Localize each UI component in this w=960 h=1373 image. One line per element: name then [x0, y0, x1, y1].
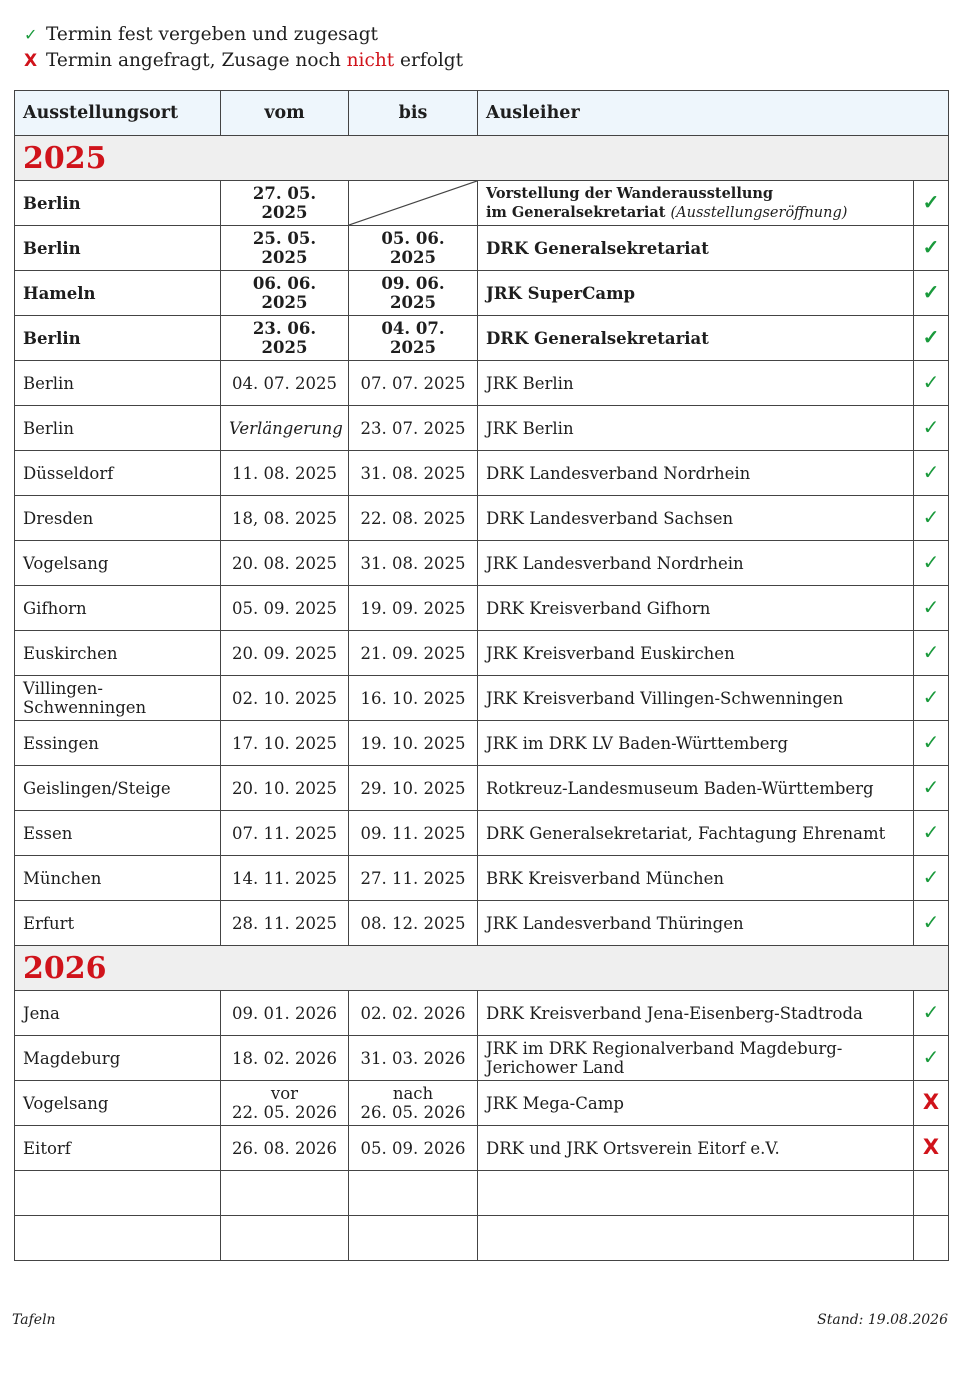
header-vom: vom — [221, 91, 349, 136]
cell-status — [914, 1036, 949, 1081]
cell-bis: 05. 09. 2026 — [349, 1126, 478, 1171]
table-row — [15, 451, 949, 496]
cross-icon: X — [24, 51, 38, 71]
cell-bis: 22. 08. 2025 — [349, 496, 478, 541]
check-icon: ✓ — [24, 25, 38, 44]
cell-vom: 20. 08. 2025 — [221, 541, 349, 586]
cell-ort: Geislingen/Steige — [15, 766, 221, 811]
cell-status — [914, 766, 949, 811]
cell-vom: 17. 10. 2025 — [221, 721, 349, 766]
cross-icon: X — [922, 1135, 940, 1159]
check-icon: ✓ — [922, 235, 940, 259]
cell-ausleiher: BRK Kreisverband München — [478, 856, 914, 901]
check-icon: ✓ — [922, 865, 940, 889]
cell-bis: 31. 03. 2026 — [349, 1036, 478, 1081]
cell-ort: Villingen- Schwenningen — [15, 676, 221, 721]
cell-ausleiher: JRK Berlin — [478, 361, 914, 406]
table-row — [15, 811, 949, 856]
cell-ausleiher: JRK Berlin — [478, 406, 914, 451]
cell-ausleiher: JRK Kreisverband Euskirchen — [478, 631, 914, 676]
cell-vom: 26. 08. 2026 — [221, 1126, 349, 1171]
cell-ausleiher: JRK Mega-Camp — [478, 1081, 914, 1126]
cell-vom: 20. 09. 2025 — [221, 631, 349, 676]
header-bis: bis — [349, 91, 478, 136]
cell-ausleiher: Vorstellung der Wanderausstellung im Generalsekretariat (Ausstellungseröffnung) — [478, 181, 914, 226]
year-label: 2026 — [15, 946, 949, 991]
cell-status — [914, 406, 949, 451]
cell-status — [914, 811, 949, 856]
cell-bis: 02. 02. 2026 — [349, 991, 478, 1036]
table-row — [15, 631, 949, 676]
cell-vom: 02. 10. 2025 — [221, 676, 349, 721]
cell-ort: Berlin — [15, 226, 221, 271]
check-icon: ✓ — [922, 640, 940, 664]
table-row — [15, 1081, 949, 1126]
cell-ort: Essen — [15, 811, 221, 856]
check-icon: ✓ — [922, 505, 940, 529]
table-row — [15, 271, 949, 316]
legend-confirmed-text: Termin fest vergeben und zugesagt — [46, 24, 378, 45]
table-row — [15, 181, 949, 226]
cell-status — [914, 721, 949, 766]
legend-pending — [24, 48, 463, 74]
cell-bis: 16. 10. 2025 — [349, 676, 478, 721]
cell-bis: 21. 09. 2025 — [349, 631, 478, 676]
cell-ort: Eitorf — [15, 1126, 221, 1171]
cell-ausleiher: DRK Generalsekretariat — [478, 226, 914, 271]
cell-vom: 25. 05. 2025 — [221, 226, 349, 271]
cell-vom: 14. 11. 2025 — [221, 856, 349, 901]
cell-ausleiher: JRK im DRK Regionalverband Magdeburg- Jerichower Land — [478, 1036, 914, 1081]
cell-ausleiher: DRK Kreisverband Gifhorn — [478, 586, 914, 631]
cell-bis: 23. 07. 2025 — [349, 406, 478, 451]
cell-vom: 28. 11. 2025 — [221, 901, 349, 946]
check-icon: ✓ — [922, 190, 940, 214]
table-row — [15, 766, 949, 811]
header-ort: Ausstellungsort — [15, 91, 221, 136]
cell-vom: vor 22. 05. 2026 — [221, 1081, 349, 1126]
check-icon: ✓ — [922, 595, 940, 619]
cell-ort: Essingen — [15, 721, 221, 766]
year-row-2026 — [15, 946, 949, 991]
cell-ort: Erfurt — [15, 901, 221, 946]
check-icon: ✓ — [922, 460, 940, 484]
check-icon: ✓ — [922, 820, 940, 844]
cell-ort: Gifhorn — [15, 586, 221, 631]
check-icon: ✓ — [922, 1045, 940, 1069]
cell-ausleiher: DRK Landesverband Nordrhein — [478, 451, 914, 496]
check-icon: ✓ — [922, 685, 940, 709]
year-row-2025 — [15, 136, 949, 181]
cell-status — [914, 856, 949, 901]
check-icon: ✓ — [922, 280, 940, 304]
diagonal-line — [349, 181, 477, 225]
cell-ort: Berlin — [15, 406, 221, 451]
cell-status — [914, 1081, 949, 1126]
cell-ort: Hameln — [15, 271, 221, 316]
cell-ort: Berlin — [15, 361, 221, 406]
check-icon: ✓ — [922, 730, 940, 754]
cell-status — [914, 541, 949, 586]
cell-vom: Verlängerung — [221, 406, 349, 451]
cell-bis-empty — [349, 181, 478, 226]
cell-bis: 19. 09. 2025 — [349, 586, 478, 631]
cell-vom: 09. 01. 2026 — [221, 991, 349, 1036]
cell-ort: Magdeburg — [15, 1036, 221, 1081]
cell-status — [914, 496, 949, 541]
cell-bis: 09. 06. 2025 — [349, 271, 478, 316]
footer-right: Stand: 19.08.2026 — [817, 1312, 948, 1328]
table-row — [15, 361, 949, 406]
legend-pending-text: Termin angefragt, Zusage noch nicht erfolgt — [46, 50, 464, 71]
check-icon: ✓ — [922, 550, 940, 574]
cell-bis: 08. 12. 2025 — [349, 901, 478, 946]
legend — [24, 22, 463, 74]
table-row — [15, 496, 949, 541]
cell-status — [914, 271, 949, 316]
cell-ausleiher: DRK Kreisverband Jena-Eisenberg-Stadtroda — [478, 991, 914, 1036]
check-icon: ✓ — [922, 325, 940, 349]
check-icon: ✓ — [922, 775, 940, 799]
cell-vom: 18, 08. 2025 — [221, 496, 349, 541]
cell-status — [914, 181, 949, 226]
cell-ort: Dresden — [15, 496, 221, 541]
cell-bis: 29. 10. 2025 — [349, 766, 478, 811]
table-row — [15, 541, 949, 586]
cell-ort: Düsseldorf — [15, 451, 221, 496]
cell-ausleiher: JRK SuperCamp — [478, 271, 914, 316]
table-row — [15, 316, 949, 361]
table-row — [15, 586, 949, 631]
cell-bis: 31. 08. 2025 — [349, 451, 478, 496]
cell-bis: 05. 06. 2025 — [349, 226, 478, 271]
table-row — [15, 676, 949, 721]
cell-bis: 31. 08. 2025 — [349, 541, 478, 586]
cell-bis: 27. 11. 2025 — [349, 856, 478, 901]
legend-emph: nicht — [346, 50, 395, 71]
cell-vom: 04. 07. 2025 — [221, 361, 349, 406]
cell-vom: 07. 11. 2025 — [221, 811, 349, 856]
cell-status — [914, 676, 949, 721]
cell-ausleiher: DRK Generalsekretariat — [478, 316, 914, 361]
table-row — [15, 721, 949, 766]
cell-ort: Jena — [15, 991, 221, 1036]
cell-ort: Berlin — [15, 181, 221, 226]
cell-ausleiher: Rotkreuz-Landesmuseum Baden-Württemberg — [478, 766, 914, 811]
check-icon: ✓ — [922, 415, 940, 439]
cell-ort: Vogelsang — [15, 1081, 221, 1126]
cell-ausleiher: DRK und JRK Ortsverein Eitorf e.V. — [478, 1126, 914, 1171]
cell-status — [914, 991, 949, 1036]
cell-bis: 09. 11. 2025 — [349, 811, 478, 856]
table-row — [15, 991, 949, 1036]
header-ausleiher: Ausleiher — [478, 91, 949, 136]
cell-ort: München — [15, 856, 221, 901]
cell-ausleiher: JRK Landesverband Nordrhein — [478, 541, 914, 586]
cell-bis: 19. 10. 2025 — [349, 721, 478, 766]
cell-status — [914, 361, 949, 406]
cell-ausleiher: DRK Generalsekretariat, Fachtagung Ehrenamt — [478, 811, 914, 856]
cell-status — [914, 316, 949, 361]
year-label: 2025 — [15, 136, 949, 181]
cell-vom: 20. 10. 2025 — [221, 766, 349, 811]
cell-status — [914, 586, 949, 631]
cell-status — [914, 1126, 949, 1171]
table-row — [15, 901, 949, 946]
table-row — [15, 1126, 949, 1171]
cell-ausleiher: JRK Landesverband Thüringen — [478, 901, 914, 946]
empty-row — [15, 1216, 949, 1261]
cell-bis: 04. 07. 2025 — [349, 316, 478, 361]
cross-icon: X — [922, 1090, 940, 1114]
check-icon: ✓ — [922, 910, 940, 934]
cell-bis: 07. 07. 2025 — [349, 361, 478, 406]
cell-ausleiher: DRK Landesverband Sachsen — [478, 496, 914, 541]
cell-status — [914, 901, 949, 946]
cell-ort: Euskirchen — [15, 631, 221, 676]
table-row — [15, 856, 949, 901]
cell-vom: 06. 06. 2025 — [221, 271, 349, 316]
cell-status — [914, 226, 949, 271]
cell-ort: Vogelsang — [15, 541, 221, 586]
cell-bis: nach 26. 05. 2026 — [349, 1081, 478, 1126]
check-icon: ✓ — [922, 1000, 940, 1024]
table-row — [15, 226, 949, 271]
cell-vom: 18. 02. 2026 — [221, 1036, 349, 1081]
cell-ort: Berlin — [15, 316, 221, 361]
cell-ausleiher: JRK Kreisverband Villingen-Schwenningen — [478, 676, 914, 721]
cell-vom: 23. 06. 2025 — [221, 316, 349, 361]
cell-vom: 11. 08. 2025 — [221, 451, 349, 496]
legend-confirmed — [24, 22, 463, 48]
empty-row — [15, 1171, 949, 1216]
cell-vom: 05. 09. 2025 — [221, 586, 349, 631]
cell-ausleiher: JRK im DRK LV Baden-Württemberg — [478, 721, 914, 766]
check-icon: ✓ — [922, 370, 940, 394]
table-row — [15, 1036, 949, 1081]
cell-vom: 27. 05. 2025 — [221, 181, 349, 226]
table-header-row — [15, 91, 949, 136]
table-row — [15, 406, 949, 451]
cell-status — [914, 631, 949, 676]
exhibition-schedule-table — [14, 90, 949, 1261]
cell-status — [914, 451, 949, 496]
footer-left: Tafeln — [12, 1312, 56, 1328]
